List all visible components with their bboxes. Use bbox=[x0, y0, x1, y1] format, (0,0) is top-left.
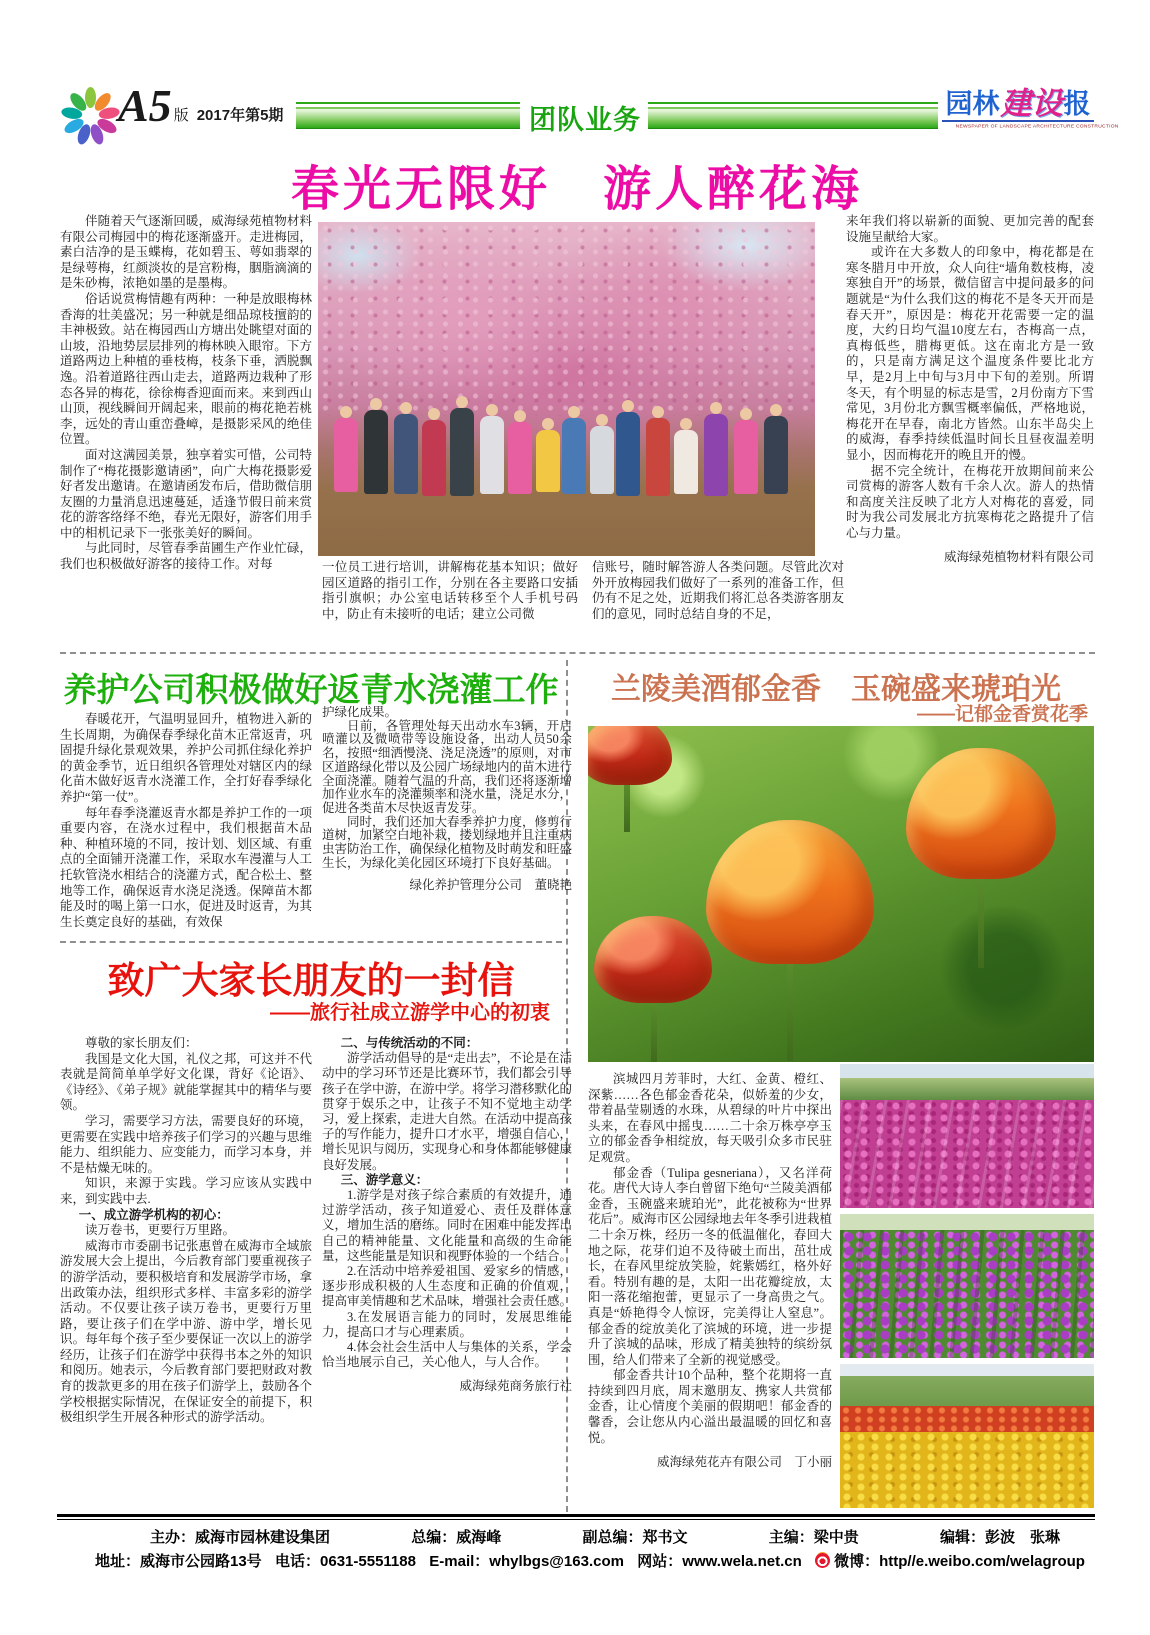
tulip-cup bbox=[706, 820, 874, 964]
article-spring-caption-left: 一位员工进行培训，讲解梅花基本知识；做好园区道路的指引工作，分别在各主要路口安插指引旗帜；办公室电话转移至个人手机号码中，防止有未接听的电话；建立公司微 bbox=[322, 560, 578, 621]
divider-horizontal-letter bbox=[60, 941, 562, 943]
tulip-photo-strip bbox=[840, 1064, 1094, 1514]
watering-signature: 绿化养护管理分公司 董晓艳 bbox=[409, 878, 572, 893]
page-label bbox=[118, 80, 284, 131]
photo-tulip-field-pink bbox=[840, 1064, 1094, 1208]
article-spring-caption-right: 信账号，随时解答游人各类问题。尽管此次对外开放梅园我们做好了一系列的准备工作，但仍有不足之处，近期我们将汇总各类游客朋友们的意见，同时总结自身的不足， bbox=[592, 560, 844, 621]
masthead bbox=[942, 86, 1119, 130]
masthead-part2: 建设 bbox=[1000, 86, 1063, 121]
photo-tulip-field-yellow bbox=[840, 1364, 1094, 1508]
photo-plum-garden-group bbox=[318, 222, 815, 556]
photo-band bbox=[840, 1214, 1094, 1230]
photo-band bbox=[840, 1406, 1094, 1432]
letter-col2 bbox=[322, 1036, 572, 1514]
tulip-flower bbox=[706, 820, 874, 1052]
footer-editors: 编辑：彭波 张琳 bbox=[939, 1529, 1060, 1546]
article-spring-col4 bbox=[846, 214, 1094, 638]
person-figure bbox=[590, 426, 614, 494]
article-spring-col1: 伴随着天气逐渐回暖，威海绿苑植物材料有限公司梅园中的梅花逐渐盛开。走进梅园，素白洁净的是玉蝶梅，花如碧玉、萼如翡翠的是绿萼梅，红颜淡妆的是宫粉梅，胭脂滴滴的是朱砂梅，浓艳如墨的是墨梅。 俗话说赏梅情趣有两种：一种是放眼梅林香海的壮美盛况；另一种就是细品琼枝擅韵的丰神极致。站在梅园西山方塘出处眺望对面的山坡，沿地势层层排列的梅林映入眼帘。下方道路两边上种植的垂枝梅，枝条下垂，洒脱飘逸。沿着道路往西山走去，道路两边栽种了形态各异的梅花，徐徐梅香迎面而来。来到西山山顶，视线瞬间开阔起来，眼前的梅花艳若桃李，远处的青山重峦叠嶂，是摄影采风的绝佳位置。 面对这满园美景，独享着实可惜，公司特制作了“梅花摄影邀请函”，向广大梅花摄影爱好者发出邀请。在邀请函发布后，借助微信朋友圈的力量消息迅速蔓延，适逢节假日前来赏花的游客络绎不绝，春光无限好，游客们用手中的相机记录下一张张美好的瞬间。 与此同时，尽管春季苗圃生产作业忙碌，我们也积极做好游客的接待工作。对每 bbox=[60, 214, 312, 572]
photo-band bbox=[840, 1064, 1094, 1078]
person-figure bbox=[364, 410, 388, 494]
issue-label: 2017年第5期 bbox=[196, 107, 284, 124]
header-bar-left bbox=[296, 102, 520, 129]
photo-tulip-field-purple bbox=[840, 1214, 1094, 1358]
letter-subtitle: ——旅行社成立游学中心的初衷 bbox=[270, 1002, 550, 1024]
tulip-flower bbox=[906, 748, 1056, 960]
person-figure bbox=[704, 414, 728, 496]
letter-signature: 威海绿苑商务旅行社 bbox=[459, 1379, 572, 1394]
watering-col1: 春暖花开，气温明显回升，植物进入新的生长周期，为确保春季绿化苗木正常返青，巩固提升绿化景观效果，养护公司抓住绿化养护的黄金季节，近日组织各管理处对辖区内的绿化苗木做好返青水浇灌工作，全打好春季绿化养护“第一仗”。 每年春季浇灌返青水都是养护工作的一项重要内容，在浇水过程中，我们根据苗木品种、种植环境的不同，按计划、划区域、有重点的全面铺开浇灌工作，采取水车漫灌与人工托软管浇水相结合的浇灌方式，配合松土、整地等工作，确保返青水浇足浇透。保障苗木都能及时的喝上第一口水，促进及时返青，为其生长奠定良好的基础，有效保 bbox=[60, 712, 312, 929]
photo-band bbox=[840, 1230, 1094, 1358]
tulip-flower bbox=[588, 726, 672, 828]
photo-band bbox=[840, 1376, 1094, 1406]
tulip-flower bbox=[594, 916, 712, 1056]
person-figure bbox=[674, 430, 698, 494]
masthead-part1: 园林 bbox=[945, 89, 1000, 119]
page-number: A5 bbox=[118, 80, 172, 131]
masthead-subtitle: NEWSPAPER OF LANDSCAPE ARCHITECTURE CONSTRUCTION bbox=[955, 124, 1119, 129]
tulip-stem bbox=[787, 955, 793, 1062]
footer-weibo-url: 微博：http//e.weibo.com/welagroup bbox=[834, 1553, 1085, 1570]
article-spring-col4-text: 来年我们将以崭新的面貌、更加完善的配套设施呈献给大家。 或许在大多数人的印象中，梅花都是在寒冬腊月中开放，众人向往“墙角数枝梅，凌寒独自开”的场景，微信留言中提问最多的问题就是“为什么我们这的梅花不是冬天开而是春天开”，原因是：梅花开花需要一定的温度，大约日均气温10度左右，杏梅高一点，真梅低些，腊梅更低。这在南北方是一致的，只是南方满足这个温度条件要比北方早，是2月上中旬与3月中下旬的差别。所谓冬天，有个明显的标志是雪，2月份南方下雪常见，3月份北方飘雪概率偏低，严格地说，梅花开在早春，南北方皆然。山东半岛尖上的威海，春季持续低温时间长且昼夜温差明显小，因而梅花开的晚且开的慢。 据不完全统计，在梅花开放期间前来公司赏梅的游客人数有千余人次。游人的热情和高度关注反映了北方人对梅花的喜爱，同时为我公司发展北方抗寒梅花之路提升了信心与力量。 bbox=[846, 214, 1094, 540]
person-figure bbox=[562, 418, 586, 494]
person-figure bbox=[764, 416, 788, 494]
person-figure bbox=[450, 408, 474, 496]
footer-deputy-editor: 副总编：郑书文 bbox=[582, 1529, 688, 1546]
footer-rule bbox=[57, 1514, 1095, 1520]
tulip-cup bbox=[588, 726, 672, 785]
person-figure bbox=[616, 412, 640, 496]
watering-col2-text: 护绿化成果。 日前，各管理处每天出动水车3辆，开启喷灌以及微喷带等设施设备，出动人员50余名，按照“细洒慢浇、浇足浇透”的原则，对市区道路绿化带以及公园广场绿地内的苗木进行全面浇灌。随着气温的升高，我们还将逐渐增加作业水车的浇灌频率和浇水量，浇足水分，促进各类苗木尽快返青发芽。 同时，我们还加大春季养护力度，修剪行道树，加紧空白地补栽，搂划绿地并且注重病虫害防治工作，确保绿化植物及时萌发和旺盛生长，为绿化美化园区环境打下良好基础。 bbox=[322, 706, 572, 870]
footer-phone: 电话：0631-5551188 bbox=[275, 1553, 416, 1570]
photo-band bbox=[840, 1100, 1094, 1208]
person-figure bbox=[646, 418, 670, 496]
section-label: 团队业务 bbox=[529, 105, 641, 135]
header-bar-right bbox=[648, 102, 938, 129]
main-headline: 春光无限好 游人醉花海 bbox=[290, 163, 863, 216]
blossom-overlay bbox=[318, 222, 815, 416]
person-figure bbox=[422, 420, 446, 496]
letter-col2-text: 二、与传统活动的不同： 游学活动倡导的是“走出去”，不论是在活动中的学习环节还是比赛环节，我们都会引导孩子在学中游，在游中学。将学习潜移默化的贯穿于娱乐之中，让孩子不知不觉地主动学习，爱上探索，走进大自然。在活动中提高孩子的写作能力，提升口才水平，增强自信心，增长见识与阅历，实现身心和身体都能够健康良好发展。 三、游学意义： 1.游学是对孩子综合素质的有效提升，通过游学活动，孩子知道爱心、责任及群体意义，增加生活的磨练。同时在困难中能发挥出自己的精神能量、文化能量和高级的生命能量，这些能量是知识和视野体验的一个结合。 2.在活动中培养爱祖国、爱家乡的情感，逐步形成积极的人生态度和正确的价值观， 提高审美情趣和艺术品味，增强社会责任感。 3.在发展语言能力的同时，发展思维能力，提高口才与心理素质。 4.体会社会生活中人与集体的关系，学会恰当地展示自己，关心他人，与人合作。 bbox=[322, 1036, 572, 1370]
masthead-title bbox=[942, 88, 1094, 122]
person-figure bbox=[508, 422, 532, 494]
letter-headline: 致广大家长朋友的一封信 bbox=[107, 960, 515, 1001]
article-spring-signature: 威海绿苑植物材料有限公司 bbox=[943, 550, 1094, 565]
tulip-cup bbox=[906, 748, 1056, 879]
footer-line2 bbox=[95, 1550, 1085, 1571]
divider-horizontal-top bbox=[60, 652, 1095, 654]
tulip-stem bbox=[624, 781, 630, 833]
person-figure bbox=[334, 418, 358, 492]
tulip-text-column bbox=[588, 1072, 832, 1510]
footer-sponsor: 主办：威海市园林建设集团 bbox=[150, 1529, 331, 1546]
photo-band bbox=[840, 1364, 1094, 1376]
person-figure bbox=[734, 420, 758, 494]
tulip-headline: 兰陵美酒郁金香 玉碗盛来琥珀光 bbox=[611, 673, 1061, 706]
tulip-stem bbox=[651, 997, 657, 1061]
letter-col1: 尊敬的家长朋友们： 我国是文化大国，礼仪之邦，可这并不代表就是简简单单学好文化课，背好《论语》、《诗经》、《弟子规》就能掌握其中的精华与要领。 学习，需要学习方法，需要良好的环境，更需要在实践中培养孩子们学习的兴趣与思维能力、组织能力、应变能力，而学习本身，并不是枯燥无味的。 知识，来源于实践。学习应该从实践中来，到实践中去. 一、成立游学机构的初心： 读万卷书，更要行万里路。 威海市市委副书记张惠曾在威海市全域旅游发展大会上提出，今后教育部门要重视孩子的游学活动，要积极培育和发展游学市场，拿出政策办法，组织形式多样、丰富多彩的游学活动。不仅要让孩子读万卷书，更要行万里路，要让孩子们在学中游、游中学，增长见识。每年每个孩子至少要保证一次以上的游学经历，让孩子们在游学中获得书本之外的知识和阅历。她表示，今后教育部门要把财政对教育的拨款更多的用在孩子们游学上，鼓励各个学校根据实际情况，在保证安全的前提下，积极组织学生开展各种形式的游学活动。 bbox=[60, 1036, 312, 1425]
footer-weibo bbox=[815, 1550, 1085, 1571]
photo-tulips-large bbox=[588, 726, 1094, 1062]
footer-email: E-mail：whylbgs@163.com bbox=[429, 1553, 624, 1570]
person-figure bbox=[394, 414, 418, 494]
weibo-icon bbox=[815, 1553, 830, 1568]
footer-line1 bbox=[150, 1526, 1060, 1547]
person-figure bbox=[536, 430, 560, 492]
footer-chief-editor: 总编：威海峰 bbox=[411, 1529, 502, 1546]
footer-managing-editor: 主编：梁中贵 bbox=[768, 1529, 859, 1546]
masthead-part3: 报 bbox=[1063, 89, 1091, 119]
tulip-subtitle: ——记郁金香赏花季 bbox=[916, 704, 1088, 725]
watering-col2 bbox=[322, 706, 572, 938]
tulip-cup bbox=[594, 916, 712, 1003]
footer-website: 网站：www.wela.net.cn bbox=[637, 1553, 802, 1570]
footer-address: 地址：威海市公园路13号 bbox=[95, 1553, 262, 1570]
tulip-text: 滨城四月芳菲时，大红、金黄、橙红、深紫……各色郁金香花朵，似娇羞的少女，带着晶莹剔透的水珠，从碧绿的叶片中探出头来，在春风中摇曳……二十余万株亭亭玉立的郁金香争相绽放，每天吸引众多市民驻足观赏。 郁金香（Tulipa gesneriana），又名洋荷花。唐代大诗人李白曾留下绝句“兰陵美酒郁金香，玉碗盛来琥珀光”，此花被称为“世界花后”。威海市区公园绿地去年冬季引进栽植二十余万株，经历一冬的低温催化，春回大地之际，花芽们迫不及待破土而出，茁壮成长，在春风里绽放笑脸，姹紫嫣红，格外好看。特别有趣的是，太阳一出花瓣绽放，太阳一落花缩抱蕾，更显示了一身高贵之气。真是“娇艳得令人惊讶，完美得让人窒息”。郁金香的绽放美化了滨城的环境，进一步提升了滨城的品味，形成了精美独特的缤纷氛围，给人们带来了全新的视觉感受。 郁金香共计10个品种，整个花期将一直持续到四月底，周末邀朋友、携家人共赏郁金香，让心情度个美丽的假期吧！郁金香的馨香，会让您从内心溢出最温暖的回忆和喜悦。 bbox=[588, 1072, 832, 1445]
tulip-stem bbox=[978, 871, 984, 969]
flower-logo bbox=[58, 80, 122, 144]
photo-band bbox=[840, 1432, 1094, 1508]
watering-headline: 养护公司积极做好返青水浇灌工作 bbox=[63, 671, 559, 708]
photo-band bbox=[840, 1078, 1094, 1100]
person-figure bbox=[480, 416, 504, 494]
tulip-signature: 威海绿苑花卉有限公司 丁小丽 bbox=[656, 1455, 832, 1470]
page-number-suffix: 版 bbox=[173, 108, 189, 124]
